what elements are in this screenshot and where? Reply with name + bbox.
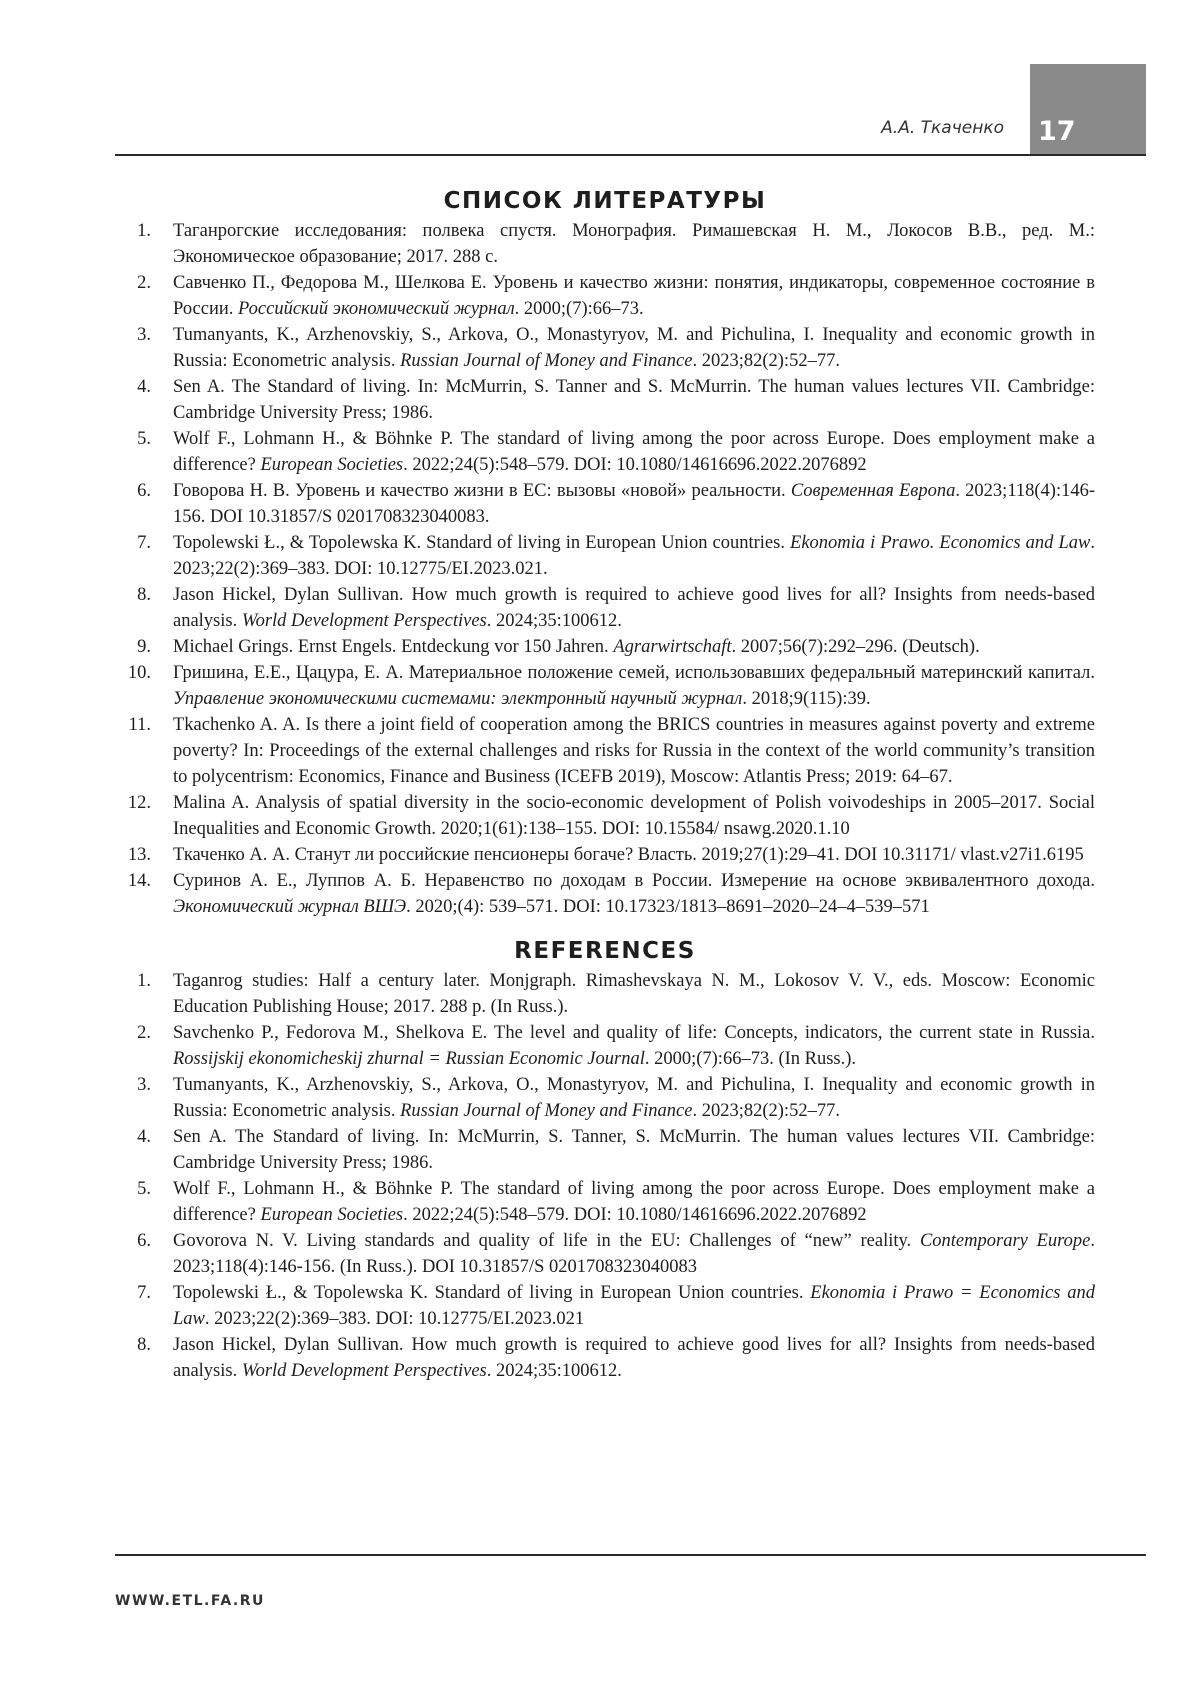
footer-divider <box>115 1554 1146 1556</box>
reference-source: Agrarwirtschaft <box>613 637 732 657</box>
reference-text: Tumanyants, K., Arzhenovskiy, S., Arkova, O., Monastyryov, M. and Pichulina, I. Inequality and economic growth in Russia: Econometric analysis. <box>173 1075 1095 1121</box>
reference-details: . 2000;(7):66–73. (In Russ.). <box>644 1049 857 1069</box>
reference-number: 6. <box>137 481 151 501</box>
reference-text: Michael Grings. Ernst Engels. Entdeckung vor 150 Jahren. <box>173 637 614 657</box>
reference-source: Contemporary Europe <box>919 1231 1091 1251</box>
reference-source: European Societies <box>260 1205 404 1225</box>
reference-details: . 2020;(4): 539–571. DOI: 10.17323/1813–8691–2020–24–4–539–571 <box>406 897 930 917</box>
reference-number: 6. <box>137 1231 151 1251</box>
reference-text: Savchenko P., Fedorova M., Shelkova E. The level and quality of life: Concepts, indicators, the current state in Russia. <box>173 1023 1095 1043</box>
reference-list-ru <box>115 218 1095 920</box>
reference-number: 14. <box>127 871 151 891</box>
reference-source: European Societies <box>260 455 404 475</box>
reference-details: . 2023;22(2):369–383. DOI: 10.12775/EI.2023.021 <box>204 1309 585 1329</box>
reference-item <box>115 1332 1095 1384</box>
reference-source: Russian Journal of Money and Finance <box>400 1101 693 1121</box>
reference-item <box>115 842 1095 868</box>
reference-details: . 2023;118(4):146-156. DOI 10.31857/S 0201708323040083. <box>173 481 1096 527</box>
reference-number: 2. <box>137 273 151 293</box>
reference-source: Российский экономический журнал <box>238 299 515 319</box>
reference-list-en <box>115 968 1095 1384</box>
reference-number: 1. <box>137 221 151 241</box>
reference-source: Управление экономическими системами: электронный научный журнал <box>173 689 743 709</box>
reference-item <box>115 968 1095 1020</box>
reference-number: 7. <box>137 533 151 553</box>
reference-number: 5. <box>137 1179 151 1199</box>
reference-text: Суринов А. Е., Луппов А. Б. Неравенство по доходам в России. Измерение на основе эквивалентного дохода. <box>173 871 1095 891</box>
reference-number: 11. <box>128 715 151 735</box>
reference-number: 3. <box>137 1075 151 1095</box>
reference-text: Taganrog studies: Half a century later. Monjgraph. Rimashevskaya N. M., Lokosov V. V., eds. Moscow: Economic Education Publishing House; 2017. 288 p. (In Russ.). <box>173 971 1095 1017</box>
reference-number: 2. <box>137 1023 151 1043</box>
reference-number: 9. <box>137 637 151 657</box>
section-title-ru: СПИСОК ЛИТЕРАТУРЫ <box>443 188 767 214</box>
reference-item <box>115 868 1095 920</box>
reference-details: . 2023;118(4):146-156. (In Russ.). DOI 10.31857/S 0201708323040083 <box>173 1231 1095 1277</box>
section-title-en: REFERENCES <box>514 938 696 964</box>
header-divider <box>115 154 1146 156</box>
reference-source: Экономический журнал ВШЭ <box>173 897 407 917</box>
reference-item <box>115 374 1095 426</box>
running-header-author: А.А. Ткаченко <box>881 118 1004 138</box>
reference-details: . 2023;82(2):52–77. <box>692 351 840 371</box>
reference-number: 10. <box>127 663 151 683</box>
reference-text: Sen A. The Standard of living. In: McMurrin, S. Tanner and S. McMurrin. The human values lectures VII. Cambridge: Cambridge University Press; 1986. <box>173 377 1095 423</box>
reference-number: 3. <box>137 325 151 345</box>
reference-number: 13. <box>127 845 151 865</box>
reference-item <box>115 1228 1095 1280</box>
reference-source: Ekonomia i Prawo. Economics and Law <box>790 533 1091 553</box>
reference-item <box>115 712 1095 790</box>
page-number: 17 <box>1038 116 1076 147</box>
reference-item <box>115 530 1095 582</box>
reference-text: Таганрогские исследования: полвека спустя. Монография. Римашевская Н. М., Локосов В.В., ред. М.: Экономическое образование; 2017. 288 с. <box>173 221 1095 267</box>
reference-item <box>115 790 1095 842</box>
reference-text: Topolewski Ł., & Topolewska K. Standard of living in European Union countries. <box>173 533 791 553</box>
reference-details: . 2024;35:100612. <box>486 611 622 631</box>
reference-text: Савченко П., Федорова М., Шелкова Е. Уровень и качество жизни: понятия, индикаторы, современное состояние в России. <box>173 273 1095 319</box>
reference-item <box>115 660 1095 712</box>
reference-item <box>115 1124 1095 1176</box>
reference-text: Malina A. Analysis of spatial diversity in the socio-economic development of Polish voivodeships in 2005–2017. Social Inequalities and Economic Growth. 2020;1(61):138–155. DOI: 10.15584/ nsawg.2020.1.10 <box>173 793 1095 839</box>
reference-item <box>115 1020 1095 1072</box>
reference-item <box>115 270 1095 322</box>
reference-item <box>115 322 1095 374</box>
reference-text: Говорова Н. В. Уровень и качество жизни в ЕС: вызовы «новой» реальности. <box>173 481 791 501</box>
reference-details: . 2023;22(2):369–383. DOI: 10.12775/EI.2023.021. <box>173 533 1095 579</box>
reference-details: . 2007;56(7):292–296. (Deutsch). <box>731 637 980 657</box>
reference-number: 1. <box>137 971 151 991</box>
reference-source: Rossijskij ekonomicheskij zhurnal = Russian Economic Journal <box>173 1049 645 1069</box>
reference-source: Russian Journal of Money and Finance <box>400 351 693 371</box>
reference-number: 12. <box>127 793 151 813</box>
reference-item <box>115 1072 1095 1124</box>
reference-text: Tumanyants, K., Arzhenovskiy, S., Arkova, O., Monastyryov, M. and Pichulina, I. Inequality and economic growth in Russia: Econometric analysis. <box>173 325 1095 371</box>
reference-number: 8. <box>137 1335 151 1355</box>
reference-text: Topolewski Ł., & Topolewska K. Standard of living in European Union countries. <box>173 1283 811 1303</box>
reference-item <box>115 1176 1095 1228</box>
reference-details: . 2018;9(115):39. <box>742 689 871 709</box>
reference-number: 8. <box>137 585 151 605</box>
reference-source: Современная Европа <box>790 481 956 501</box>
reference-text: Tkachenko A. A. Is there a joint field of cooperation among the BRICS countries in measures against poverty and extreme poverty? In: Proceedings of the external challenges and risks for Russia in the context of the world community’s transition to polycentrism: Economics, Finance and Business (ICEFB 2019), Moscow: Atlantis Press; 2019: 64–67. <box>173 715 1095 787</box>
reference-item <box>115 218 1095 270</box>
reference-number: 5. <box>137 429 151 449</box>
reference-details: . 2024;35:100612. <box>486 1361 622 1381</box>
reference-text: Wolf F., Lohmann H., & Böhnke P. The standard of living among the poor across Europe. Does employment make a difference? <box>173 1179 1095 1225</box>
reference-item <box>115 634 1095 660</box>
reference-number: 4. <box>137 377 151 397</box>
footer-website: WWW.ETL.FA.RU <box>115 1593 265 1609</box>
reference-item <box>115 582 1095 634</box>
page-body <box>115 184 1095 1384</box>
reference-number: 7. <box>137 1283 151 1303</box>
reference-details: . 2022;24(5):548–579. DOI: 10.1080/14616696.2022.2076892 <box>403 1205 867 1225</box>
reference-text: Jason Hickel, Dylan Sullivan. How much growth is required to achieve good lives for all? Insights from needs-based analysis. <box>173 585 1095 631</box>
reference-text: Jason Hickel, Dylan Sullivan. How much growth is required to achieve good lives for all? Insights from needs-based analysis. <box>173 1335 1095 1381</box>
reference-details: . 2023;82(2):52–77. <box>692 1101 840 1121</box>
reference-item <box>115 1280 1095 1332</box>
reference-details: . 2022;24(5):548–579. DOI: 10.1080/14616696.2022.2076892 <box>403 455 867 475</box>
reference-source: World Development Perspectives <box>241 1361 487 1381</box>
reference-item <box>115 478 1095 530</box>
reference-text: Гришина, Е.Е., Цацура, Е. А. Материальное положение семей, использовавших федеральный материнский капитал. <box>173 663 1095 683</box>
reference-source: Ekonomia i Prawo = Economics and Law <box>173 1283 1095 1329</box>
reference-text: Govorova N. V. Living standards and quality of life in the EU: Challenges of “new” reality. <box>173 1231 920 1251</box>
reference-details: . 2000;(7):66–73. <box>514 299 644 319</box>
reference-text: Wolf F., Lohmann H., & Böhnke P. The standard of living among the poor across Europe. Does employment make a difference? <box>173 429 1095 475</box>
reference-text: Ткаченко А. А. Станут ли российские пенсионеры богаче? Власть. 2019;27(1):29–41. DOI 10.31171/ vlast.v27i1.6195 <box>173 845 1084 865</box>
reference-item <box>115 426 1095 478</box>
reference-text: Sen A. The Standard of living. In: McMurrin, S. Tanner, S. McMurrin. The human values lectures VII. Cambridge: Cambridge University Press; 1986. <box>173 1127 1095 1173</box>
reference-source: World Development Perspectives <box>241 611 487 631</box>
reference-number: 4. <box>137 1127 151 1147</box>
